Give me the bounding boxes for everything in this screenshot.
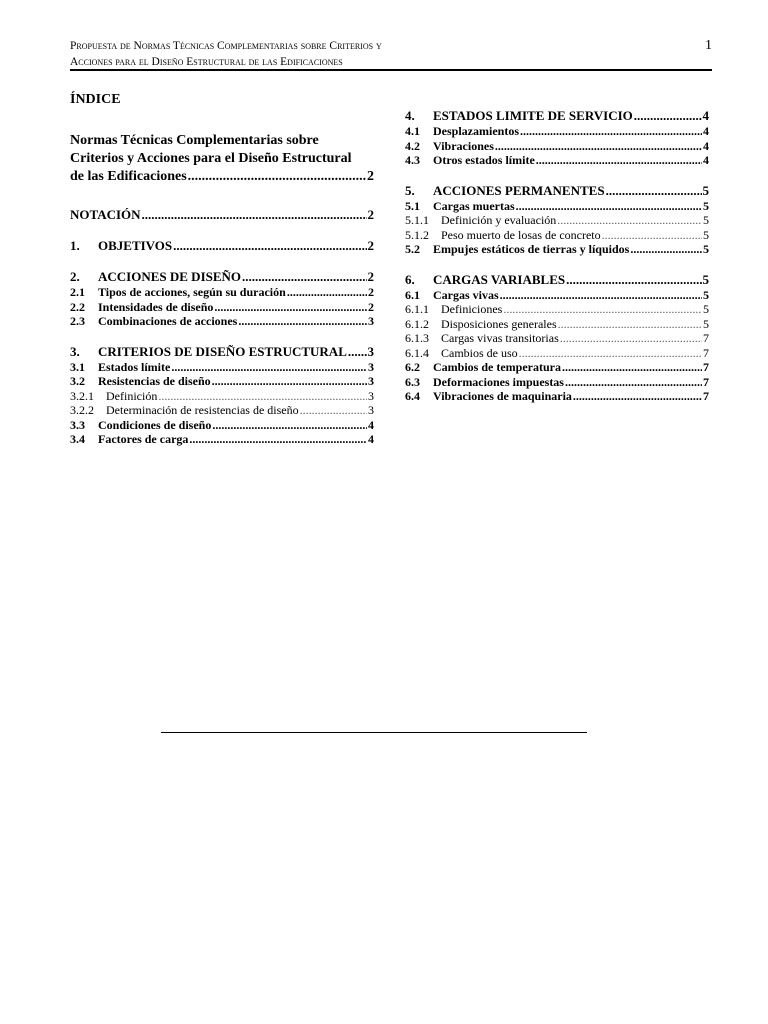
toc-entry-number: 2.1 — [70, 285, 85, 299]
toc-leader-dots — [287, 285, 367, 300]
toc-leader-dots — [557, 213, 702, 228]
toc-page-number: 4 — [702, 108, 709, 123]
toc-entry-number: 4.2 — [405, 138, 420, 153]
toc-page-number: 3 — [368, 374, 374, 388]
header-rule — [70, 69, 712, 71]
toc-entry-title: Desplazamientos — [433, 124, 519, 138]
document-title-line: Acciones para el Diseño Estructural de las Edificaciones — [70, 56, 343, 68]
document-title — [70, 38, 470, 70]
toc-entry[interactable] — [70, 389, 374, 404]
toc-entry[interactable] — [70, 206, 374, 223]
document-title-line: Propuesta de Normas Técnicas Complementarias sobre Criterios y — [70, 40, 382, 52]
toc-leader-dots — [214, 300, 367, 315]
toc-entry[interactable] — [405, 302, 709, 317]
toc-leader-dots — [500, 288, 702, 303]
toc-entry-number: 5.1.2 — [405, 227, 429, 242]
toc-entry-number: 6.4 — [405, 389, 420, 403]
toc-page-number: 4 — [703, 124, 709, 138]
toc-page-number: 2 — [367, 238, 374, 253]
toc-page-number: 2 — [367, 169, 374, 184]
toc-entry-number: 3.1 — [70, 359, 85, 374]
toc-entry[interactable] — [405, 242, 709, 257]
toc-entry-number: 5.1 — [405, 198, 420, 213]
toc-page-number: 4 — [703, 138, 709, 153]
toc-leader-dots — [606, 182, 702, 199]
toc-entry-number: 6.1.4 — [405, 345, 429, 360]
toc-entry[interactable] — [405, 124, 709, 139]
toc-page-number: 7 — [703, 389, 709, 403]
toc-section — [70, 237, 374, 254]
toc-page-number: 2 — [368, 299, 374, 314]
footnote-rule — [161, 732, 587, 733]
toc-main-title-entry[interactable] — [70, 132, 374, 186]
toc-leader-dots — [212, 418, 367, 433]
toc-entry-number: 3.2.2 — [70, 403, 94, 417]
toc-entry-number: 6.3 — [405, 374, 420, 389]
toc-page-number: 5 — [703, 287, 709, 302]
toc-entry-title: Cargas muertas — [433, 198, 515, 213]
toc-right-column — [405, 107, 709, 418]
toc-entry[interactable] — [405, 346, 709, 361]
toc-page-number: 2 — [367, 269, 374, 284]
toc-page-number: 5 — [702, 271, 709, 287]
toc-entry[interactable] — [70, 343, 374, 360]
toc-entry-title: CRITERIOS DE DISEÑO ESTRUCTURAL — [98, 343, 347, 359]
toc-leader-dots — [238, 314, 367, 329]
toc-leader-dots — [503, 302, 702, 317]
toc-entry[interactable] — [405, 331, 709, 346]
toc-entry-number: 6.1.2 — [405, 316, 429, 331]
toc-entry-title: Vibraciones de maquinaria — [433, 389, 572, 403]
toc-entry[interactable] — [405, 182, 709, 199]
toc-entry-title: Deformaciones impuestas — [433, 374, 564, 389]
toc-page-number: 4 — [703, 153, 709, 167]
toc-page-number: 2 — [368, 285, 374, 299]
toc-entry-title: Cambios de temperatura — [433, 360, 561, 374]
toc-entry[interactable] — [70, 418, 374, 433]
toc-entry-number: 6.2 — [405, 360, 420, 374]
toc-leader-dots — [536, 153, 702, 168]
toc-main-title-line: Criterios y Acciones para el Diseño Estructural — [70, 151, 352, 166]
toc-entry-title: Otros estados límite — [433, 153, 535, 167]
toc-entry-title: Tipos de acciones, según su duración — [98, 285, 286, 299]
toc-leader-dots — [173, 237, 366, 254]
toc-entry-title: Estados límite — [98, 359, 171, 374]
toc-entry-number: 6.1.3 — [405, 331, 429, 345]
index-heading: ÍNDICE — [70, 92, 121, 107]
toc-section — [405, 271, 709, 404]
toc-page-number: 5 — [703, 227, 709, 242]
toc-entry[interactable] — [405, 228, 709, 243]
toc-entry-title: ACCIONES DE DISEÑO — [98, 269, 242, 284]
toc-entry-title: Determinación de resistencias de diseño — [106, 403, 299, 417]
toc-entry[interactable] — [405, 107, 709, 124]
toc-entry-number: 2.2 — [70, 299, 85, 314]
toc-page-number: 7 — [703, 345, 709, 360]
page-number: 1 — [705, 38, 712, 53]
toc-entry-title: Vibraciones — [433, 138, 494, 153]
toc-section — [70, 268, 374, 329]
toc-page-number: 4 — [368, 417, 374, 432]
toc-entry-title: Definición — [106, 388, 158, 403]
toc-entry-number: 3.3 — [70, 417, 85, 432]
toc-entry[interactable] — [70, 403, 374, 418]
toc-entry-title: Cargas vivas — [433, 287, 499, 302]
toc-entry-title: Cargas vivas transitorias — [441, 331, 559, 345]
toc-entry[interactable] — [405, 360, 709, 375]
toc-entry-title: Definición y evaluación — [441, 213, 557, 227]
toc-entry[interactable] — [405, 199, 709, 214]
toc-entry-number: 5. — [405, 182, 415, 198]
toc-leader-dots — [562, 360, 702, 375]
toc-entry-number: 2. — [70, 269, 80, 284]
toc-entry-number: 6.1.1 — [405, 302, 429, 316]
toc-entry[interactable] — [70, 314, 374, 329]
toc-entry-number: 6.1 — [405, 287, 420, 302]
toc-page-number: 4 — [368, 432, 374, 446]
toc-leader-dots — [560, 331, 702, 346]
toc-main-title-line: de las Edificaciones — [70, 169, 187, 184]
toc-entry[interactable] — [405, 271, 709, 288]
toc-leader-dots — [300, 403, 367, 418]
toc-leader-dots — [242, 268, 366, 285]
toc-page-number: 7 — [703, 374, 709, 389]
toc-entry-title: NOTACIÓN — [70, 207, 141, 222]
toc-page-number: 3 — [368, 314, 374, 328]
toc-leader-dots — [516, 199, 702, 214]
toc-entry-title: Resistencias de diseño — [98, 374, 211, 388]
toc-page-number: 5 — [703, 198, 709, 213]
toc-entry-number: 3.2.1 — [70, 388, 94, 403]
toc-entry-title: OBJETIVOS — [98, 238, 173, 253]
toc-entry[interactable] — [405, 213, 709, 228]
toc-page-number: 3 — [368, 359, 374, 374]
toc-entry-title: CARGAS VARIABLES — [433, 271, 566, 287]
toc-entry-title: Peso muerto de losas de concreto — [441, 227, 601, 242]
toc-leader-dots — [602, 228, 702, 243]
toc-leader-dots — [520, 124, 702, 139]
toc-section — [405, 182, 709, 257]
toc-entry-number: 2.3 — [70, 314, 85, 328]
toc-page-number: 5 — [703, 302, 709, 316]
toc-leader-dots — [558, 317, 702, 332]
toc-entry[interactable] — [70, 268, 374, 285]
toc-page-number: 5 — [703, 242, 709, 256]
toc-entry-title: ESTADOS LIMITE DE SERVICIO — [433, 108, 633, 123]
toc-entry[interactable] — [405, 375, 709, 390]
toc-entry-title: Condiciones de diseño — [98, 417, 212, 432]
toc-entry-number: 5.1.1 — [405, 213, 429, 227]
toc-entry[interactable] — [70, 285, 374, 300]
toc-entry-title: ACCIONES PERMANENTES — [433, 182, 605, 198]
toc-entry-number: 1. — [70, 238, 80, 253]
toc-entry-number: 5.2 — [405, 242, 420, 256]
toc-entry[interactable] — [70, 300, 374, 315]
toc-entry-title: Intensidades de diseño — [98, 299, 214, 314]
toc-section — [70, 206, 374, 223]
toc-entry-title: Cambios de uso — [441, 345, 518, 360]
toc-leader-dots — [212, 374, 367, 389]
toc-leader-dots — [519, 346, 702, 361]
toc-page-number: 7 — [703, 360, 709, 374]
toc-entry-number: 6. — [405, 271, 415, 287]
toc-entry[interactable] — [70, 374, 374, 389]
toc-leader-dots — [189, 432, 367, 447]
toc-leader-dots — [565, 375, 702, 390]
toc-left-sections — [70, 206, 374, 447]
toc-page-number: 5 — [703, 316, 709, 331]
toc-entry[interactable] — [70, 432, 374, 447]
toc-entry-title: Factores de carga — [98, 432, 189, 446]
toc-entry-title: Definiciones — [441, 302, 503, 316]
toc-page-number: 5 — [702, 182, 709, 198]
toc-leader-dots — [573, 389, 702, 404]
toc-entry[interactable] — [405, 153, 709, 168]
toc-page-number: 7 — [703, 331, 709, 345]
toc-entry-number: 3.4 — [70, 432, 85, 446]
toc-section — [405, 107, 709, 168]
toc-right-sections — [405, 107, 709, 404]
toc-entry-title: Combinaciones de acciones — [98, 314, 238, 328]
toc-entry[interactable] — [405, 139, 709, 154]
toc-entry[interactable] — [70, 360, 374, 375]
toc-page-number: 3 — [367, 343, 374, 359]
toc-leader-dots — [348, 343, 367, 360]
toc-page-number: 5 — [703, 213, 709, 227]
toc-entry-number: 3.2 — [70, 374, 85, 388]
toc-page-number: 3 — [368, 403, 374, 417]
toc-leader-dots — [171, 360, 367, 375]
toc-leader-dots — [566, 271, 701, 288]
toc-entry-number: 4.1 — [405, 124, 420, 138]
page-header — [70, 38, 712, 70]
toc-entry[interactable] — [70, 237, 374, 254]
toc-entry-title: Empujes estáticos de tierras y líquidos — [433, 242, 630, 256]
toc-leader-dots — [495, 139, 702, 154]
toc-left-column — [70, 92, 374, 461]
toc-leader-dots — [142, 206, 367, 223]
toc-leader-dots — [634, 107, 702, 124]
toc-leader-dots — [630, 242, 702, 257]
toc-entry-number: 4. — [405, 108, 415, 123]
toc-main-title-line: Normas Técnicas Complementarias sobre — [70, 133, 319, 148]
toc-entry[interactable] — [405, 288, 709, 303]
toc-entry[interactable] — [405, 317, 709, 332]
toc-entry-title: Disposiciones generales — [441, 316, 557, 331]
toc-entry[interactable] — [405, 389, 709, 404]
toc-leader-dots — [188, 168, 366, 186]
toc-entry-number: 4.3 — [405, 153, 420, 167]
toc-page-number: 2 — [367, 207, 374, 222]
toc-entry-number: 3. — [70, 343, 80, 359]
toc-leader-dots — [158, 389, 367, 404]
toc-section — [70, 343, 374, 447]
toc-page-number: 3 — [368, 388, 374, 403]
